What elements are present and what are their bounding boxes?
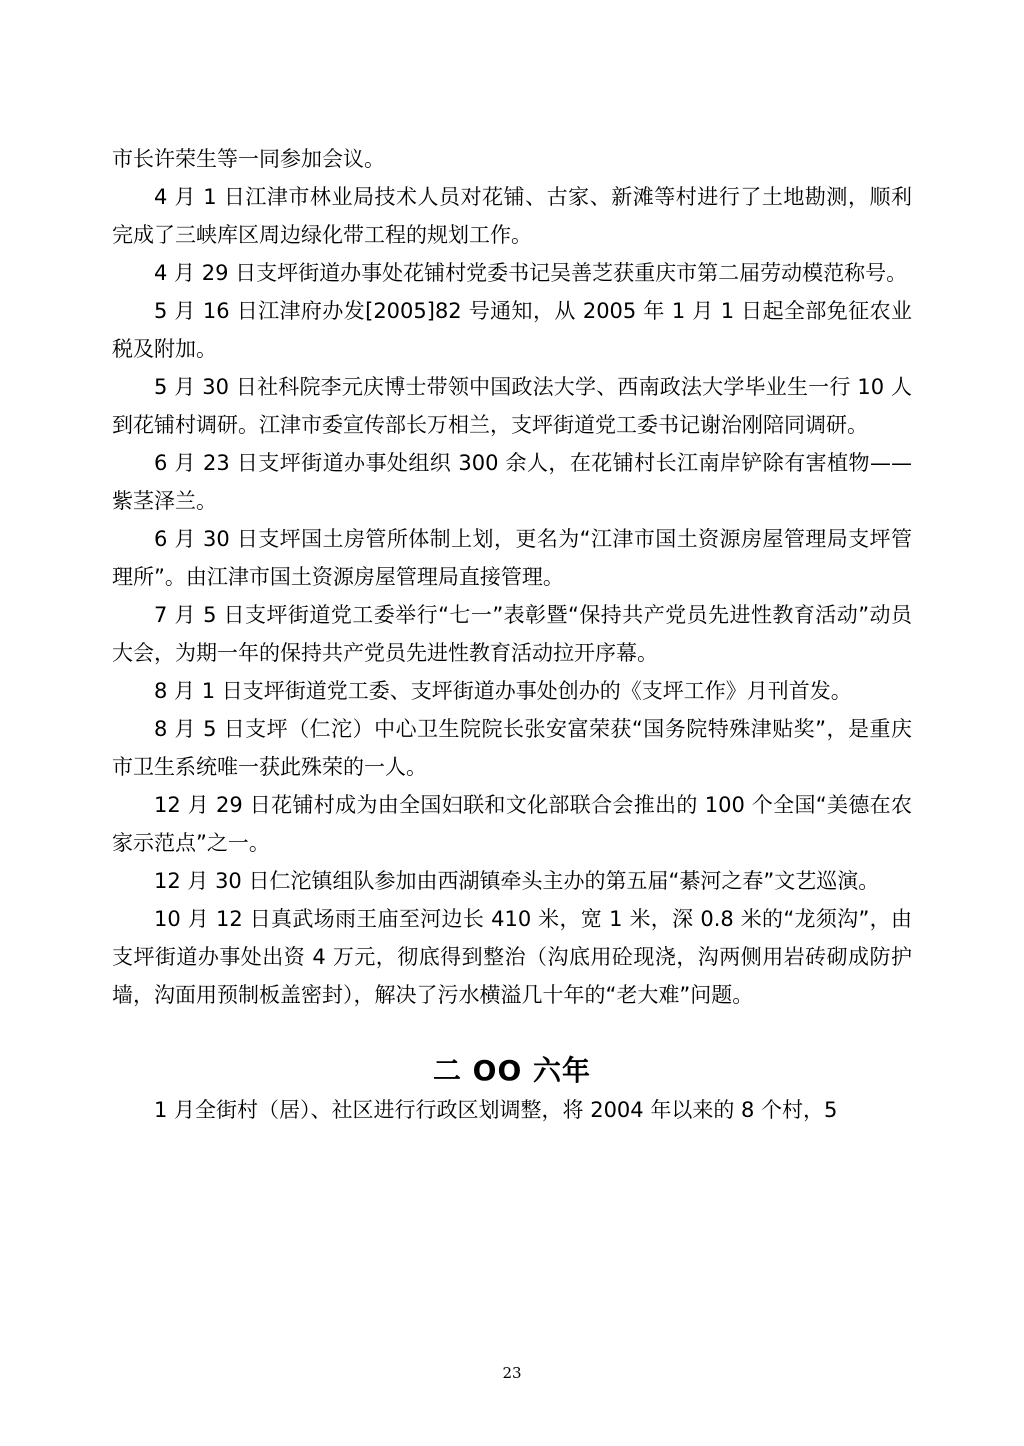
document-body [112, 140, 912, 1129]
paragraph: 8 月 1 日支坪街道党工委、支坪街道办事处创办的《支坪工作》月刊首发。 [154, 679, 852, 703]
paragraph: 12 月 29 日花铺村成为由全国妇联和文化部联合会推出的 100 个全国“美德在农家示范点”之一。 [112, 793, 912, 855]
paragraph: 市长许荣生等一同参加会议。 [112, 147, 385, 171]
paragraph: 12 月 30 日仁沱镇组队参加由西湖镇牵头主办的第五届“綦河之春”文艺巡演。 [154, 869, 880, 893]
paragraph: 5 月 30 日社科院李元庆博士带领中国政法大学、西南政法大学毕业生一行 10 人到花铺村调研。江津市委宣传部长万相兰，支坪街道党工委书记谢治刚陪同调研。 [112, 375, 912, 437]
paragraph: 6 月 23 日支坪街道办事处组织 300 余人，在花铺村长江南岸铲除有害植物——紫茎泽兰。 [112, 451, 912, 513]
year-heading: 二 OO 六年 [432, 1054, 592, 1087]
paragraph: 6 月 30 日支坪国土房管所体制上划，更名为“江津市国土资源房屋管理局支坪管理所”。由江津市国土资源房屋管理局直接管理。 [112, 527, 912, 589]
paragraph: 1 月全街村（居）、社区进行行政区划调整，将 2004 年以来的 8 个村，5 [154, 1098, 838, 1122]
page-number: 23 [502, 1364, 522, 1382]
paragraph: 4 月 29 日支坪街道办事处花铺村党委书记吴善芝获重庆市第二届劳动模范称号。 [154, 261, 908, 285]
paragraph: 10 月 12 日真武场雨王庙至河边长 410 米，宽 1 米，深 0.8 米的“龙须沟”，由支坪街道办事处出资 4 万元，彻底得到整治（沟底用砼现浇，沟两侧用岩砖砌成防护墙，沟面用预制板盖密封），解决了污水横溢几十年的“老大难”问题。 [112, 907, 912, 1007]
paragraph: 4 月 1 日江津市林业局技术人员对花铺、古家、新滩等村进行了土地勘测，顺利完成了三峡库区周边绿化带工程的规划工作。 [112, 185, 912, 247]
paragraph: 5 月 16 日江津府办发[2005]82 号通知，从 2005 年 1 月 1 日起全部免征农业税及附加。 [112, 299, 912, 361]
paragraph: 8 月 5 日支坪（仁沱）中心卫生院院长张安富荣获“国务院特殊津贴奖”，是重庆市卫生系统唯一获此殊荣的一人。 [112, 717, 912, 779]
paragraph: 7 月 5 日支坪街道党工委举行“七一”表彰暨“保持共产党员先进性教育活动”动员大会，为期一年的保持共产党员先进性教育活动拉开序幕。 [112, 603, 912, 665]
